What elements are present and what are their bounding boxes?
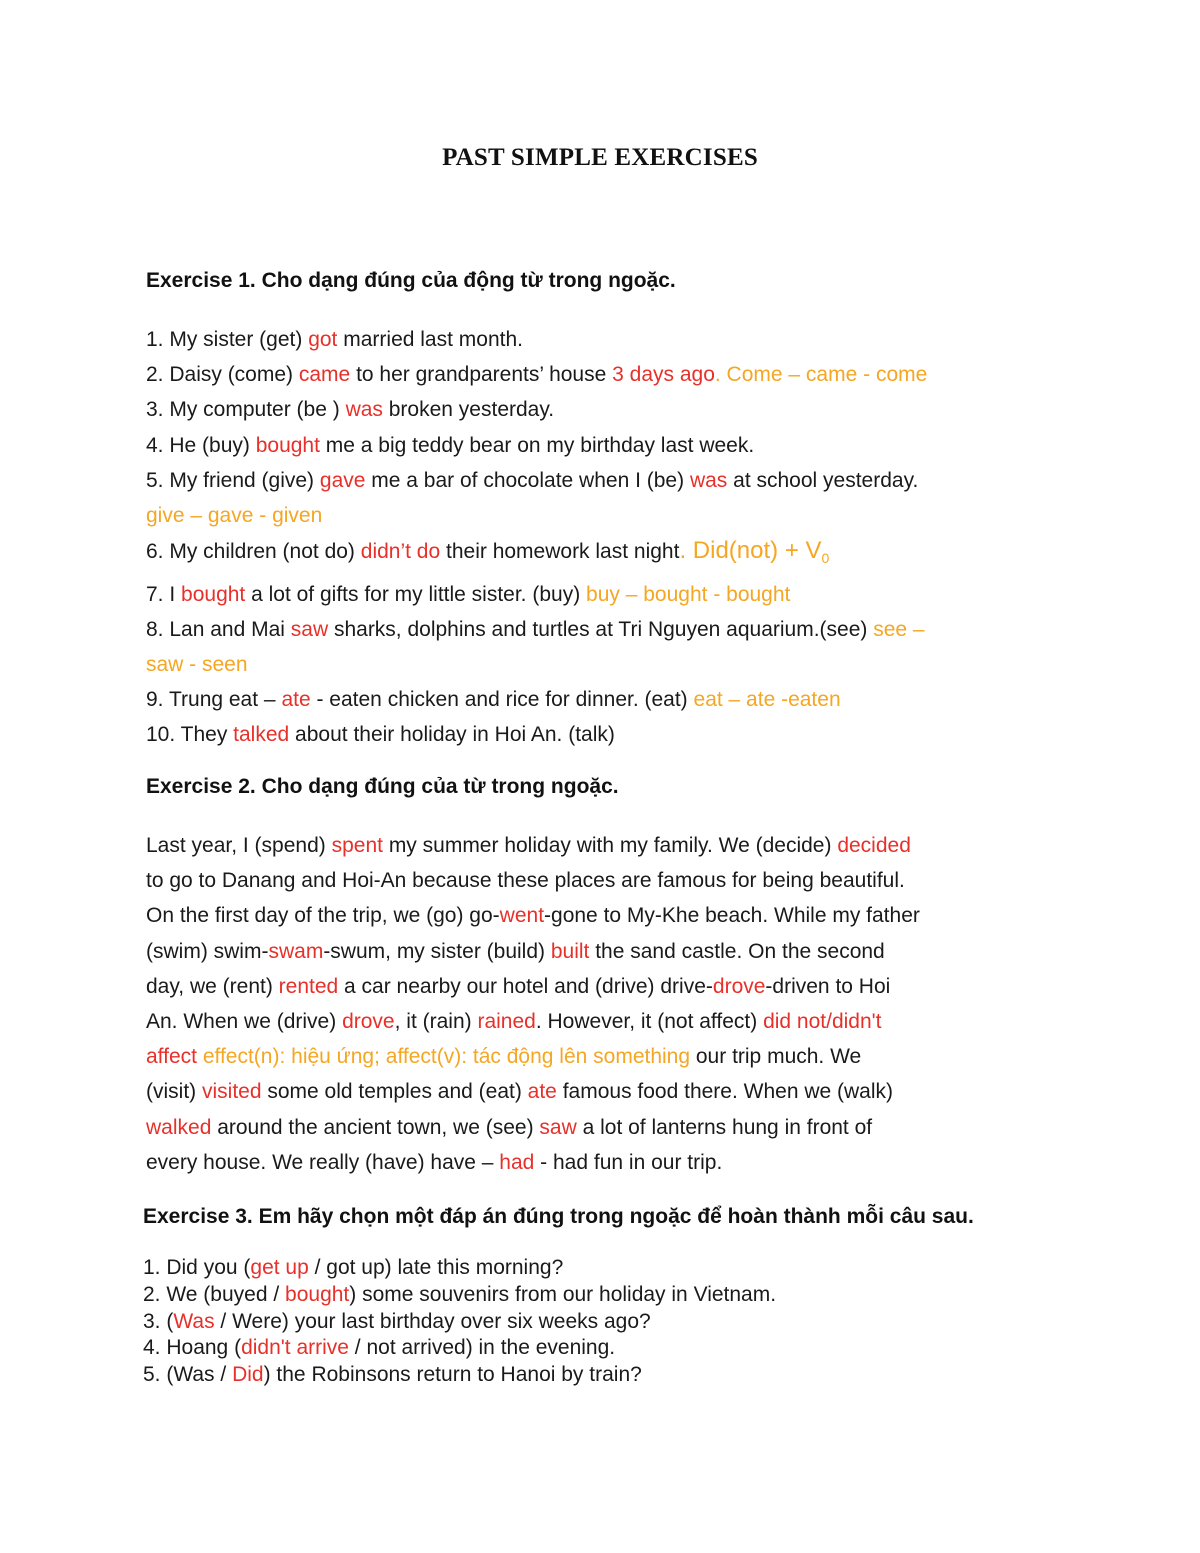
answer-text: visited [202,1080,262,1104]
sentence-text: 3. ( [143,1309,174,1333]
sentence-text: (swim) swim- [146,939,269,963]
sentence-text: . However, it (not affect) [535,1010,764,1034]
answer-text: rained [477,1010,536,1034]
sentence-text: 3. My computer (be ) [146,398,346,422]
answer-text: came [298,363,351,387]
text-line [146,1145,1056,1180]
text-line [146,682,1056,717]
sentence-text: the sand castle. On the second [589,939,885,963]
answer-text: did not/didn't [763,1010,882,1034]
sentence-text: about their holiday in Hoi An. (talk) [289,723,615,747]
answer-text: Did [232,1363,264,1387]
sentence-text: every house. We really (have) have – [146,1150,500,1174]
answer-text: had [499,1150,535,1174]
sentence-text: 1. My sister (get) [146,328,309,351]
note-text: give – gave - given [146,504,323,528]
answer-text: didn't arrive [241,1336,349,1360]
note-text: effect(n): hiệu ứng; affect(v): tác động lên something [196,1045,691,1069]
answer-text: talked [233,723,290,747]
sentence-text: 9. Trung eat – [146,688,282,712]
answer-text: was [689,468,728,492]
note-text: saw - seen [146,653,248,677]
text-line [143,1335,1053,1362]
sentence-text: 7. I [146,582,182,606]
answer-text: bought [181,582,246,606]
sentence-text: to her grandparents’ house [350,363,613,387]
sentence-text: famous food there. When we (walk) [556,1080,894,1104]
sentence-text: a car nearby our hotel and (drive) drive- [338,974,713,998]
answer-text: 3 days ago [612,363,715,387]
note-text: . Come – came - come [714,363,928,387]
sentence-text: / not arrived) in the evening. [348,1336,616,1360]
sentence-text: their homework last night [440,540,680,564]
note-text: 0 [821,550,830,567]
text-line [146,863,1056,898]
answer-text: bought [255,433,320,457]
sentence-text: On the first day of the trip, we (go) go- [146,904,500,928]
sentence-text: 2. We (buyed / [143,1282,286,1306]
answer-text: rented [278,974,339,998]
note-text: eat – ate -eaten [693,688,841,712]
sentence-text: my summer holiday with my family. We (decide) [382,834,838,857]
answer-text: get up [250,1256,309,1279]
exercise-3-heading: Exercise 3. Em hãy chọn một đáp án đúng trong ngoặc để hoàn thành mỗi câu sau. [143,1205,974,1228]
sentence-text: 5. (Was / [143,1363,233,1387]
sentence-text: (visit) [146,1080,202,1104]
sentence-text: / got up) late this morning? [308,1256,564,1279]
text-line [146,1074,1056,1109]
answer-text: drove [342,1010,395,1034]
sentence-text: An. When we (drive) [146,1010,343,1034]
sentence-text: around the ancient town, we (see) [211,1115,540,1139]
sentence-text: me a bar of chocolate when I (be) [365,468,690,492]
answer-text: drove [712,974,766,998]
text-line [146,322,1056,357]
sentence-text: day, we (rent) [146,974,279,998]
sentence-text: some old temples and (eat) [261,1080,528,1104]
exercise-2-heading: Exercise 2. Cho dạng đúng của từ trong ngoặc. [146,775,619,798]
sentence-text: -driven to Hoi [765,974,891,998]
answer-text: didn’t do [360,540,441,564]
sentence-text: 10. They [146,723,234,747]
sentence-text: / Were) your last birthday over six weeks ago? [214,1309,651,1333]
sentence-text: sharks, dolphins and turtles at Tri Nguyen aquarium.(see) [328,617,874,641]
answer-text: Was [173,1309,215,1333]
answer-text: went [499,904,545,928]
answer-text: built [550,939,590,963]
sentence-text: 6. My children (not do) [146,540,361,564]
sentence-text: our trip much. We [690,1045,862,1069]
sentence-text: -gone to My-Khe beach. While my father [544,904,920,928]
sentence-text: - eaten chicken and rice for dinner. (eat) [310,688,694,712]
sentence-text: 8. Lan and Mai [146,617,291,641]
text-line [146,357,1056,392]
answer-text: ate [527,1080,557,1104]
sentence-text: -swum, my sister (build) [323,939,551,963]
sentence-text: broken yesterday. [382,398,555,422]
note-text: . Did(not) + V [679,537,822,565]
text-line [143,1362,1053,1389]
sentence-text: 2. Daisy (come) [146,363,299,387]
text-line [146,828,1056,863]
text-line [146,428,1056,463]
text-line [146,934,1056,969]
answer-text: spent [331,834,383,857]
text-line [146,969,1056,1004]
sentence-text: ) the Robinsons return to Hanoi by train? [263,1363,642,1387]
answer-text: saw [290,617,329,641]
sentence-text: married last month. [337,328,523,351]
sentence-text: ) some souvenirs from our holiday in Vietnam. [349,1282,777,1306]
text-line [146,1039,1056,1074]
answer-text: walked [146,1115,212,1139]
text-line [146,612,1056,647]
sentence-text: , it (rain) [394,1010,478,1034]
text-line [146,533,1056,576]
sentence-text: 4. He (buy) [146,433,256,457]
sentence-text: 1. Did you ( [143,1256,251,1279]
sentence-text: to go to Danang and Hoi-An because these places are famous for being beautiful. [146,869,905,893]
sentence-text: a lot of lanterns hung in front of [576,1115,873,1139]
text-line [146,498,1056,533]
sentence-text: - had fun in our trip. [534,1150,723,1174]
answer-text: decided [837,834,911,857]
answer-text: ate [281,688,311,712]
text-line [143,1309,1053,1336]
text-line [146,1004,1056,1039]
sentence-text: me a big teddy bear on my birthday last week. [319,433,755,457]
text-line [146,577,1056,612]
answer-text: affect [146,1045,197,1069]
note-text: see – [873,617,925,641]
answer-text: bought [285,1282,350,1306]
exercise-2-body [146,828,1056,1180]
text-line [146,717,1056,752]
sentence-text: 5. My friend (give) [146,468,320,492]
sentence-text: a lot of gifts for my little sister. (buy) [245,582,587,606]
text-line [146,463,1056,498]
text-line [143,1255,1053,1282]
note-text: buy – bought - bought [586,582,791,606]
answer-text: saw [539,1115,577,1139]
exercise-3-body [143,1255,1053,1389]
answer-text: was [345,398,383,422]
text-line [146,392,1056,427]
text-line [146,1110,1056,1145]
page-title: PAST SIMPLE EXERCISES [442,144,758,171]
answer-text: got [308,328,338,351]
text-line [143,1282,1053,1309]
exercise-1-body [146,322,1056,753]
exercise-1-heading: Exercise 1. Cho dạng đúng của động từ trong ngoặc. [146,269,676,292]
answer-text: gave [319,468,366,492]
sentence-text: Last year, I (spend) [146,834,332,857]
text-line [146,898,1056,933]
sentence-text: 4. Hoang ( [143,1336,242,1360]
text-line [146,647,1056,682]
answer-text: swam [268,939,324,963]
sentence-text: at school yesterday. [727,468,919,492]
